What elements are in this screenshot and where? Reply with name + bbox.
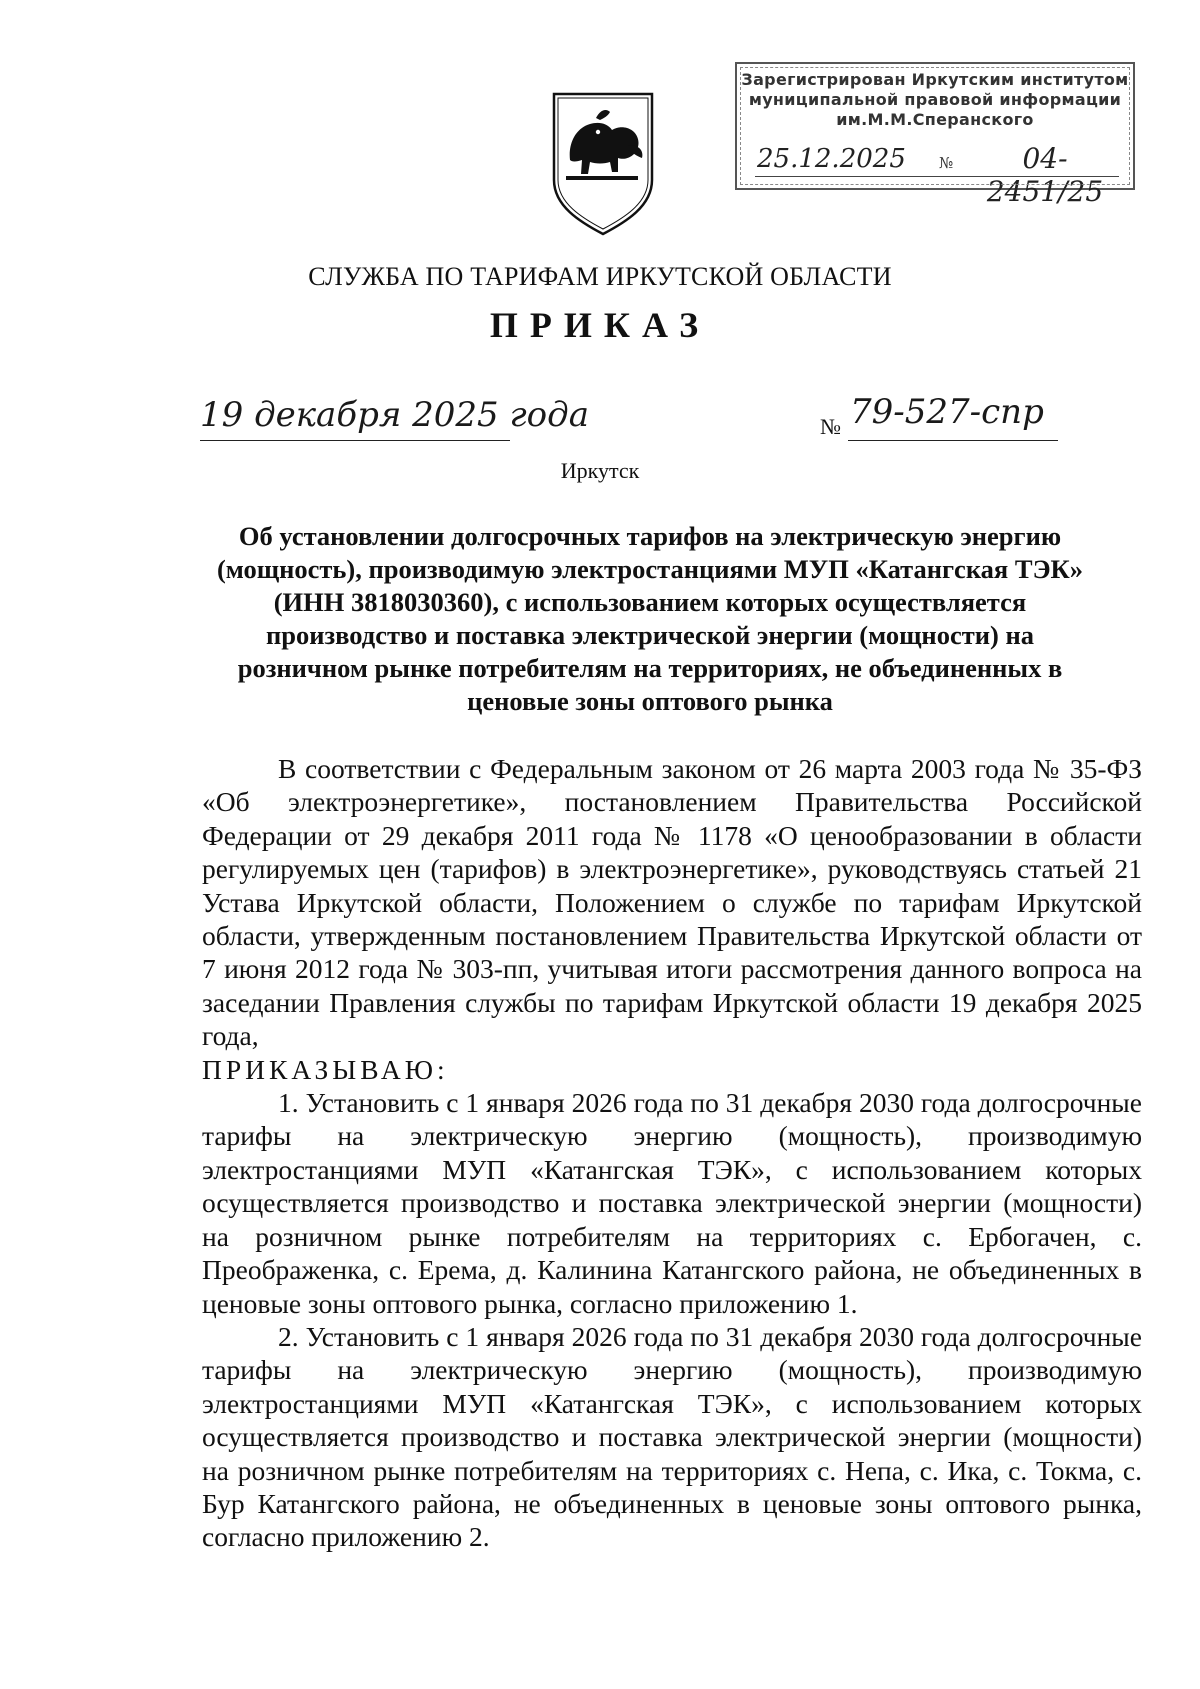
date-underline xyxy=(200,440,510,441)
item-2-paragraph: 2. Установить с 1 января 2026 года по 31 декабря 2030 года долгосрочные тарифы на электрическую энергию (мощность), производимую электростанциями МУП «Катангская ТЭК», с использованием которых осуществляется производство и поставка электрической энергии (мощности) на розничном рынке потребителям на территориях с. Непа, с. Ика, с. Токма, с. Бур Катангского района, не объединенных в ценовые зоны оптового рынка, согласно приложению 2. xyxy=(202,1320,1142,1553)
document-type: ПРИКАЗ xyxy=(489,305,711,345)
item-1-paragraph: 1. Установить с 1 января 2026 года по 31 декабря 2030 года долгосрочные тарифы на электрическую энергию (мощность), производимую электростанциями МУП «Катангская ТЭК», с использованием которых осуществляется производство и поставка электрической энергии (мощности) на розничном рынке потребителям на территориях с. Ербогачен, с. Преображенка, с. Ерема, д. Калинина Катангского района, не объединенных в ценовые зоны оптового рынка, согласно приложению 1. xyxy=(202,1087,1142,1319)
order-number: 79-527-спр xyxy=(850,392,1044,432)
stamp-line-1: Зарегистрирован Иркутским институтом xyxy=(741,70,1129,89)
document-title: Об установлении долгосрочных тарифов на электрическую энергию (мощность), производимую электростанциями МУП «Катангская ТЭК» (ИНН 3818030360), с использованием которых осуществляется производство и поставка электрической энергии (мощности) на розничном рынке потребителям на территориях, не объединенных в ценовые зоны оптового рынка xyxy=(216,521,1084,716)
city: Иркутск xyxy=(560,458,640,483)
stamp-underline xyxy=(755,176,1119,177)
preamble-paragraph: В соответствии с Федеральным законом от 26 марта 2003 года № 35-ФЗ «Об электроэнергетике», постановлением Правительства Российской Федерации от 29 декабря 2011 года № 1178 «О ценообразовании в области регулируемых цен (тарифов) в электроэнергетике», руководствуясь статьей 21 Устава Иркутской области, Положением о службе по тарифам Иркутской области, утвержденным постановлением Правительства Иркутской области от 7 июня 2012 года № 303-пп, учитывая итоги рассмотрения данного вопроса на заседании Правления службы по тарифам Иркутской области 19 декабря 2025 года, xyxy=(202,753,1142,1052)
stamp-line-2: муниципальной правовой информации xyxy=(748,90,1122,109)
stamp-registration xyxy=(751,142,1123,208)
coat-of-arms-icon xyxy=(548,88,658,238)
stamp-line-3: им.М.М.Сперанского xyxy=(836,110,1034,129)
registration-stamp xyxy=(735,62,1135,208)
order-number-label: № xyxy=(820,414,841,439)
document-body xyxy=(202,752,1142,1554)
stamp-reg-no-label: № xyxy=(939,154,954,172)
order-date: 19 декабря 2025 года xyxy=(200,395,589,435)
stamp-reg-date: 25.12.2025 xyxy=(757,144,906,174)
command-word: ПРИКАЗЫВАЮ: xyxy=(202,1053,449,1085)
stamp-reg-number: 04-2451/25 xyxy=(986,142,1104,208)
agency-name: СЛУЖБА ПО ТАРИФАМ ИРКУТСКОЙ ОБЛАСТИ xyxy=(308,262,892,291)
number-underline xyxy=(848,440,1058,441)
